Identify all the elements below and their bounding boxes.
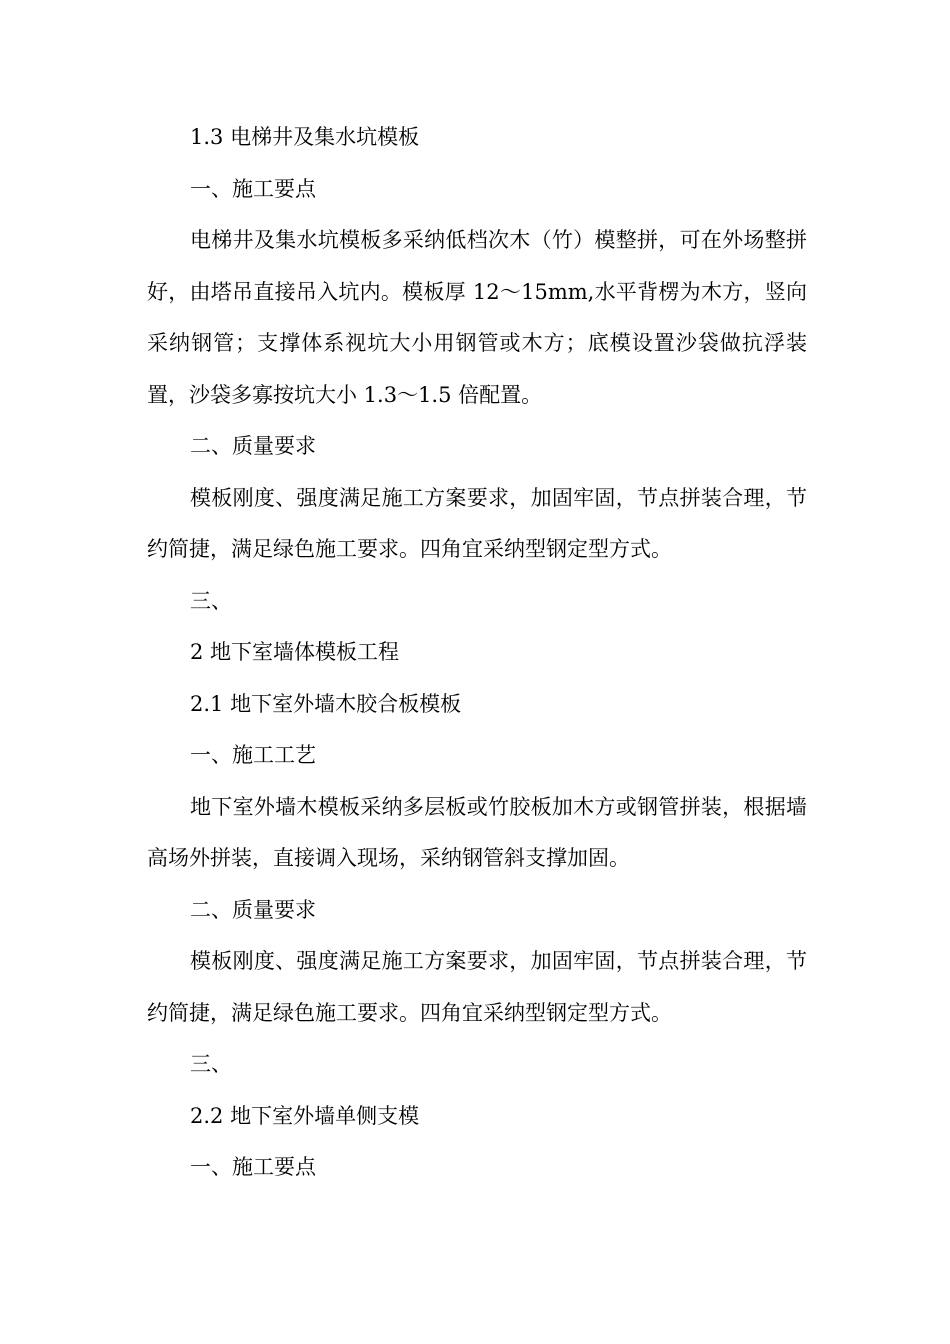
subheading-quality-requirements: 二、质量要求	[190, 434, 316, 458]
section-heading-2: 2 地下室墙体模板工程	[190, 640, 400, 664]
body-paragraph: 模板刚度、强度满足施工方案要求，加固牢固，节点拼装合理，节约简捷，满足绿色施工要求。四角宜采纳型钢定型方式。	[147, 949, 807, 1025]
body-paragraph: 电梯井及集水坑模板多采纳低档次木（竹）模整拼，可在外场整拼好，由塔吊直接吊入坑内。模板厚 12～15mm,水平背楞为木方，竖向采纳钢管；支撑体系视坑大小用钢管或木方；底模设置沙袋做抗浮装置，沙袋多寡按坑大小 1.3～1.5 倍配置。	[147, 228, 807, 407]
body-paragraph: 地下室外墙木模板采纳多层板或竹胶板加木方或钢管拼装，根据墙高场外拼装，直接调入现场，采纳钢管斜支撑加固。	[147, 794, 807, 870]
subheading-construction-points: 一、施工要点	[190, 176, 316, 201]
subheading-construction-points: 一、施工要点	[190, 1155, 316, 1179]
subheading-construction-process: 一、施工工艺	[190, 743, 316, 767]
section-heading-2-1: 2.1 地下室外墙木胶合板模板	[190, 691, 462, 716]
body-paragraph: 模板刚度、强度满足施工方案要求，加固牢固，节点拼装合理，节约简捷，满足绿色施工要求。四角宜采纳型钢定型方式。	[147, 485, 807, 561]
section-heading-1-3: 1.3 电梯井及集水坑模板	[190, 125, 420, 149]
subheading-three: 三、	[190, 1052, 232, 1076]
subheading-quality-requirements: 二、质量要求	[190, 897, 316, 922]
document-body	[147, 112, 807, 1194]
section-heading-2-2: 2.2 地下室外墙单侧支模	[190, 1103, 420, 1128]
subheading-three: 三、	[190, 588, 232, 613]
